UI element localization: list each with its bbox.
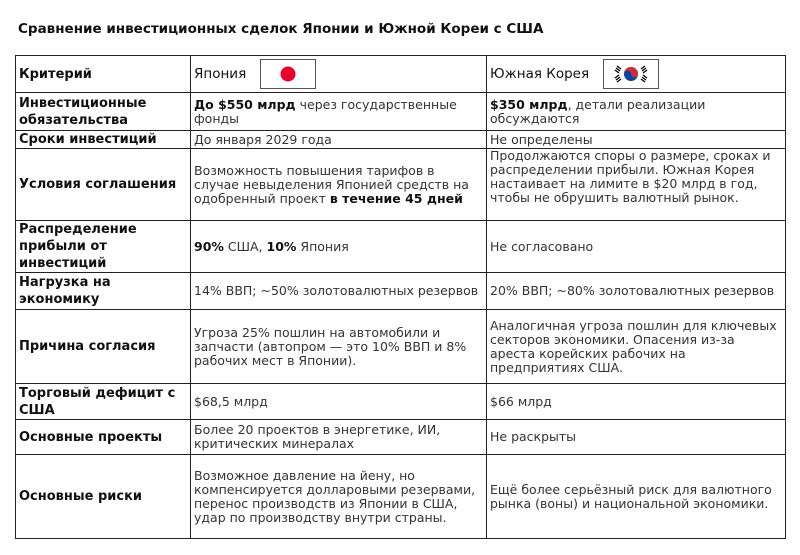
row-criterion: Условия соглашения: [16, 149, 191, 221]
table-row: [16, 384, 786, 420]
row-criterion: Основные риски: [16, 455, 191, 539]
row-japan-value: До января 2029 года: [191, 131, 487, 149]
row-korea-value: Ещё более серьёзный риск для валютного рынка (воны) и национальной экономики.: [487, 455, 786, 539]
row-criterion: Инвестиционные обязательства: [16, 93, 191, 131]
table-row: [16, 93, 786, 131]
header-criterion: Критерий: [16, 56, 191, 93]
row-japan-value: 14% ВВП; ~50% золотовалютных резервов: [191, 273, 487, 310]
row-japan-value: Возможность повышения тарифов в случае невыделения Японией средств на одобренный проект в течение 45 дней: [191, 149, 487, 221]
south-korea-flag-icon: [603, 59, 659, 89]
table-header-row: [16, 56, 786, 93]
row-japan-value: Более 20 проектов в энергетике, ИИ, критических минералах: [191, 420, 487, 455]
row-korea-value: 20% ВВП; ~80% золотовалютных резервов: [487, 273, 786, 310]
row-korea-value: $350 млрд, детали реализации обсуждаются: [487, 93, 786, 131]
row-japan-value: 90% США, 10% Япония: [191, 221, 487, 273]
table-row: [16, 310, 786, 384]
row-japan-value: $68,5 млрд: [191, 384, 487, 420]
table-row: [16, 221, 786, 273]
header-korea-label: Южная Корея: [490, 66, 590, 82]
row-korea-value: $66 млрд: [487, 384, 786, 420]
row-criterion: Основные проекты: [16, 420, 191, 455]
japan-flag-icon: [260, 59, 316, 89]
header-korea: [487, 56, 786, 93]
row-japan-value: До $550 млрд через государственные фонды: [191, 93, 487, 131]
row-korea-value: Не согласовано: [487, 221, 786, 273]
row-korea-value: Аналогичная угроза пошлин для ключевых секторов экономики. Опасения из-за ареста корейских рабочих на предприятиях США.: [487, 310, 786, 384]
row-korea-value: Не раскрыты: [487, 420, 786, 455]
row-criterion: Сроки инвестиций: [16, 131, 191, 149]
row-korea-value: Не определены: [487, 131, 786, 149]
row-criterion: Торговый дефицит с США: [16, 384, 191, 420]
table-row: [16, 131, 786, 149]
page-title: Сравнение инвестиционных сделок Японии и Южной Кореи с США: [18, 21, 544, 37]
header-japan: [191, 56, 487, 93]
table-row: [16, 273, 786, 310]
table-row: [16, 455, 786, 539]
row-criterion: Нагрузка на экономику: [16, 273, 191, 310]
table-row: [16, 420, 786, 455]
comparison-table: [15, 55, 786, 539]
row-criterion: Причина согласия: [16, 310, 191, 384]
row-japan-value: Угроза 25% пошлин на автомобили и запчасти (автопром — это 10% ВВП и 8% рабочих мест в Японии).: [191, 310, 487, 384]
header-japan-label: Япония: [194, 66, 247, 82]
row-criterion: Распределение прибыли от инвестиций: [16, 221, 191, 273]
table-row: [16, 149, 786, 221]
row-korea-value: Продолжаются споры о размере, сроках и распределении прибыли. Южная Корея настаивает на лимите в $20 млрд в год, чтобы не обрушить валютный рынок.: [487, 149, 786, 221]
row-japan-value: Возможное давление на йену, но компенсируется долларовыми резервами, перенос производств из Японии в США, удар по производству внутри страны.: [191, 455, 487, 539]
